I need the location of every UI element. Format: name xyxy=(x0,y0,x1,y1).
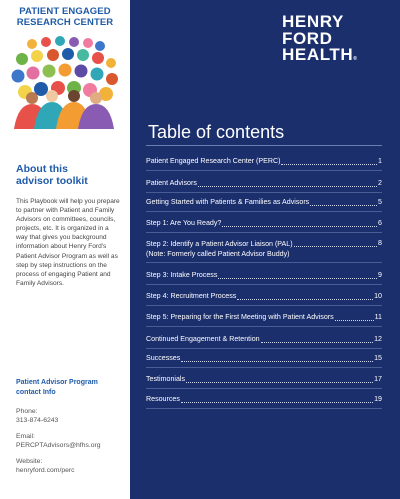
toc-entry[interactable] xyxy=(146,156,382,166)
toc-row-divider xyxy=(146,348,382,349)
toc-leader-dots xyxy=(181,394,373,403)
toc-leader-dots xyxy=(261,334,374,343)
toc-entry[interactable] xyxy=(146,178,382,188)
toc-entry-label: Continued Engagement & Retention xyxy=(146,335,260,343)
toc-entry-page: 15 xyxy=(374,354,382,362)
toc-entry-label-note: (Note: Formerly called Patient Advisor Buddy) xyxy=(146,250,290,258)
toc-row-divider xyxy=(146,211,382,212)
toc-leader-dots xyxy=(294,239,377,247)
toc-entry[interactable] xyxy=(146,353,382,363)
toc-entry-label: Getting Started with Patients & Families as Advisors xyxy=(146,198,310,206)
toc-entry[interactable] xyxy=(146,239,382,259)
toc-leader-dots xyxy=(218,270,377,279)
toc-entry-label: Step 1: Are You Ready? xyxy=(146,219,222,227)
phone-value: 313-874-6243 xyxy=(16,417,59,424)
phone-label: Phone: xyxy=(16,408,38,415)
toc-entry-page: 17 xyxy=(374,375,382,383)
toc-row-divider xyxy=(146,284,382,285)
crowd-icon xyxy=(12,36,119,129)
toc-entry[interactable] xyxy=(146,218,382,228)
toc-leader-dots xyxy=(281,156,377,165)
about-title-line: About this xyxy=(16,163,68,175)
toc-entry-page: 6 xyxy=(378,219,382,227)
logo-line: HENRY xyxy=(282,12,344,31)
toc-entry[interactable] xyxy=(146,291,382,301)
about-title-line: advisor toolkit xyxy=(16,175,88,187)
toc-entry-label: Step 3: Intake Process xyxy=(146,271,218,279)
contact-title-line: contact Info xyxy=(16,388,56,396)
toc-heading: Table of contents xyxy=(148,122,285,142)
logo-line: HEALTH xyxy=(282,45,354,64)
toc-entry-label: Patient Advisors xyxy=(146,179,197,187)
toc-entry-label: Patient Engaged Research Center (PERC) xyxy=(146,157,281,165)
sidebar xyxy=(0,0,130,499)
toc-entry-label: Testimonials xyxy=(146,375,186,383)
toc-entry[interactable] xyxy=(146,197,382,207)
toc-entry-page: 5 xyxy=(378,198,382,206)
toc-entry-page: 11 xyxy=(374,313,382,321)
toc-leader-dots xyxy=(222,218,377,227)
toc-entry-label: Step 5: Preparing for the First Meeting with Patient Advisors xyxy=(146,313,334,321)
toc-leader-dots xyxy=(181,353,373,362)
toc-row-divider xyxy=(146,388,382,389)
logo-line: FORD xyxy=(282,28,333,48)
toc-entry-label-line: Step 2: Identify a Patient Advisor Liaison (PAL) xyxy=(146,240,293,248)
sidebar-title-line: PATIENT ENGAGED xyxy=(19,6,111,17)
email-label: Email: xyxy=(16,433,35,440)
toc-entry[interactable] xyxy=(146,334,382,344)
toc-entry[interactable] xyxy=(146,394,382,404)
toc-heading-rule xyxy=(146,145,382,146)
henry-ford-health-logo xyxy=(282,14,382,68)
toc-row-divider xyxy=(146,305,382,306)
sidebar-title xyxy=(6,6,124,28)
about-text: This Playbook will help you prepare to partner with Patient and Family Advisors on committees, councils, projects, etc. It is organized in a way that gives you background information about Henry Ford's Patient Advisor Program as well as step by step instructions on the process of engaging Patient and Family Advisors. xyxy=(16,198,120,287)
crowd-illustration xyxy=(10,34,120,129)
toc-leader-dots xyxy=(198,178,377,187)
toc-entry-label: Resources xyxy=(146,395,180,403)
toc-entry-label: Successes xyxy=(146,354,181,362)
toc-row-divider xyxy=(146,326,382,327)
toc-entry-page: 8 xyxy=(378,239,382,247)
toc-leader-dots xyxy=(335,312,374,321)
email-value[interactable]: PERCPTAdvisors@hfhs.org xyxy=(16,442,101,449)
toc-row-divider xyxy=(146,408,382,409)
toc-row-divider xyxy=(146,367,382,368)
toc-row-divider xyxy=(146,232,382,233)
toc-leader-dots xyxy=(186,374,373,383)
registered-mark: ® xyxy=(353,56,357,62)
toc-row-divider xyxy=(146,262,382,263)
toc-leader-dots xyxy=(310,197,377,206)
contact-title xyxy=(16,378,122,397)
toc-entry-page: 1 xyxy=(378,157,382,165)
sidebar-title-line: RESEARCH CENTER xyxy=(16,17,114,28)
toc-entry[interactable] xyxy=(146,312,382,322)
toc-row-divider xyxy=(146,192,382,193)
toc-entry-page: 10 xyxy=(374,292,382,300)
toc-entry-page: 9 xyxy=(378,271,382,279)
toc-entry[interactable] xyxy=(146,270,382,280)
toc-entry-page: 2 xyxy=(378,179,382,187)
website-label: Website: xyxy=(16,458,43,465)
toc-entry-label xyxy=(146,239,293,259)
toc-leader-dots xyxy=(237,291,373,300)
website-value[interactable]: henryford.com/perc xyxy=(16,467,75,474)
toc-entry[interactable] xyxy=(146,374,382,384)
about-title xyxy=(16,163,124,187)
toc-entry-page: 19 xyxy=(374,395,382,403)
toc-entry-label: Step 4: Recruitment Process xyxy=(146,292,237,300)
toc-row-divider xyxy=(146,170,382,171)
toc-entry-page: 12 xyxy=(374,335,382,343)
contact-title-line: Patient Advisor Program xyxy=(16,379,98,386)
